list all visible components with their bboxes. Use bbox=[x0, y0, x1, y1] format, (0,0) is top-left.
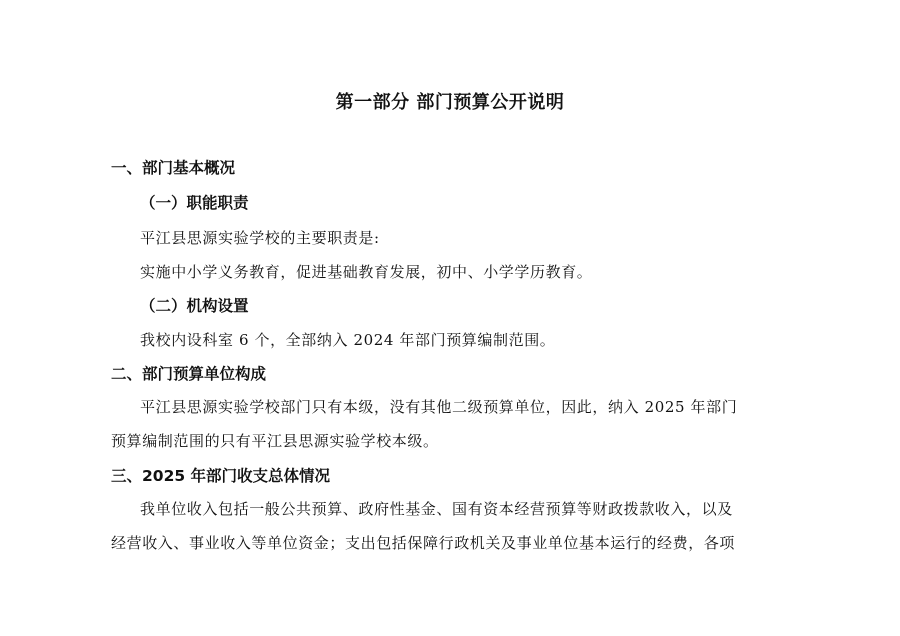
paragraph-line: 我校内设科室 6 个，全部纳入 2024 年部门预算编制范围。 bbox=[140, 331, 556, 349]
paragraph-line: 我单位收入包括一般公共预算、政府性基金、国有资本经营预算等财政拨款收入，以及 bbox=[140, 500, 733, 518]
paragraph-line: 实施中小学义务教育，促进基础教育发展，初中、小学学历教育。 bbox=[140, 263, 593, 281]
paragraph-line: 平江县思源实验学校的主要职责是: bbox=[140, 229, 380, 247]
subsection-heading-structure: （二）机构设置 bbox=[140, 297, 249, 315]
section-heading-budget-overview: 三、2025 年部门收支总体情况 bbox=[111, 467, 331, 485]
section-heading-dept-overview: 一、部门基本概况 bbox=[111, 159, 236, 177]
page-title: 第一部分 部门预算公开说明 bbox=[335, 92, 565, 113]
paragraph-line: 预算编制范围的只有平江县思源实验学校本级。 bbox=[111, 432, 439, 450]
paragraph-line: 平江县思源实验学校部门只有本级，没有其他二级预算单位，因此，纳入 2025 年部门 bbox=[140, 398, 738, 416]
section-heading-unit-composition: 二、部门预算单位构成 bbox=[111, 365, 267, 383]
subsection-heading-duties: （一）职能职责 bbox=[140, 194, 249, 212]
paragraph-line: 经营收入、事业收入等单位资金；支出包括保障行政机关及事业单位基本运行的经费，各项 bbox=[111, 534, 736, 552]
